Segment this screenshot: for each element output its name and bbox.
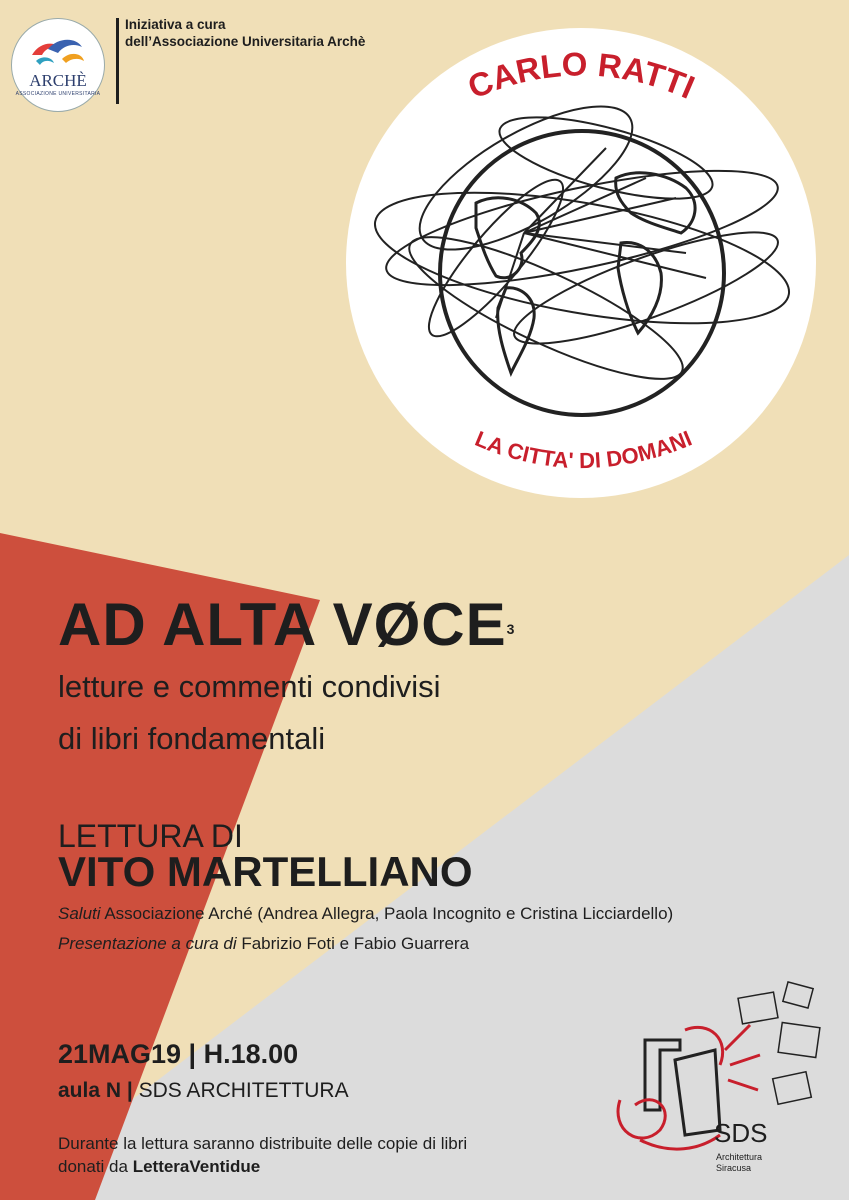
- header-line-1: Iniziativa a cura: [125, 17, 226, 32]
- arche-swirl-icon: [12, 19, 104, 111]
- event-venue: [58, 1079, 349, 1103]
- event-subtitle-2: di libri fondamentali: [58, 721, 326, 756]
- event-date: 21MAG19 | H.18.00: [58, 1039, 299, 1069]
- saluti-line: [58, 904, 673, 924]
- presentazione-label: Presentazione a cura di: [58, 934, 237, 953]
- sds-sub-1: Architettura: [716, 1152, 763, 1162]
- saluti-label: Saluti: [58, 904, 101, 923]
- sds-sub-2: Siracusa: [716, 1163, 752, 1173]
- header-divider: [116, 18, 119, 104]
- arche-logo: [11, 18, 105, 112]
- logo-subtitle: ASSOCIAZIONE UNIVERSITARIA: [15, 91, 101, 97]
- event-subtitle-1: letture e commenti condivisi: [58, 669, 441, 704]
- venue-place: SDS ARCHITETTURA: [138, 1079, 349, 1102]
- sds-subtitle: [716, 1152, 762, 1174]
- logo-word: ARCHÈ: [29, 71, 87, 90]
- event-title-text: AD ALTA VØCE: [58, 591, 507, 658]
- presentazione-line: [58, 934, 469, 954]
- presentazione-text: Fabrizio Foti e Fabio Guarrera: [241, 934, 470, 953]
- note-line-2: [58, 1157, 260, 1177]
- note-prefix: donati da: [58, 1157, 128, 1176]
- saluti-text: Associazione Arché (Andrea Allegra, Paola Incognito e Cristina Licciardello): [104, 904, 674, 923]
- book-author: CARLO RATTI: [462, 45, 700, 106]
- globe-illustration: [346, 28, 816, 498]
- event-title: [58, 590, 515, 659]
- speaker-name: VITO MARTELLIANO: [58, 848, 473, 895]
- lettura-label: LETTURA DI: [58, 818, 243, 854]
- venue-room: aula N |: [58, 1079, 133, 1102]
- header-text: [125, 16, 365, 50]
- note-line-1: Durante la lettura saranno distribuite delle copie di libri: [58, 1134, 468, 1153]
- book-title: LA CITTA' DI DOMANI: [471, 425, 696, 474]
- sds-label: SDS: [714, 1118, 768, 1148]
- lettera-ventidue-brand: LetteraVentidue: [132, 1157, 261, 1176]
- event-title-number: 3: [506, 621, 516, 638]
- header-line-2: dell’Associazione Universitaria Archè: [125, 34, 366, 49]
